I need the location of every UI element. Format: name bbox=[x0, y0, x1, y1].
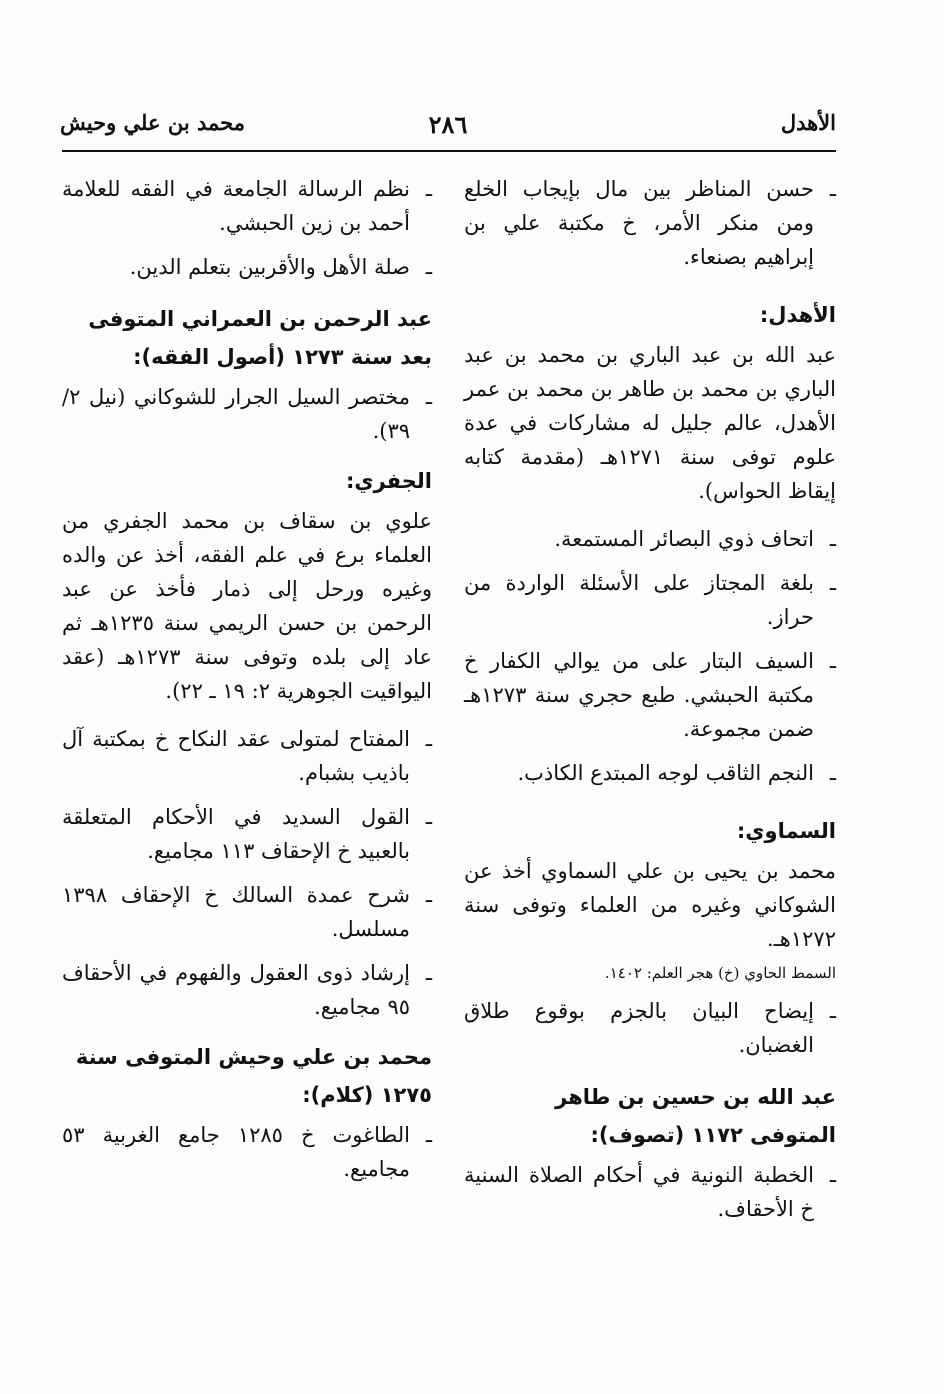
list-item: ـ القول السديد في الأحكام المتعلقة بالعبيد خ الإحقاف ١١٣ مجاميع. bbox=[62, 800, 432, 868]
list-item: ـ صلة الأهل والأقربين بتعلم الدين. bbox=[62, 250, 432, 284]
running-header bbox=[60, 110, 836, 146]
section-heading-jafri: الجفري: bbox=[345, 469, 432, 493]
biography-ahdal: عبد الله بن عبد الباري بن محمد بن عبد الباري بن محمد بن طاهر بن محمد بن عمر الأهدل، عالم جليل له مشاركات في عدة علوم توفى سنة ١٢٧١هـ (مقدمة كتابه إيقاظ الحواس). bbox=[464, 343, 836, 503]
list-item: ـ شرح عمدة السالك خ الإحقاف ١٣٩٨ مسلسل. bbox=[62, 878, 432, 946]
page-number: ٢٨٦ bbox=[428, 110, 468, 139]
source-citation: السمط الحاوي (خ) هجر العلم: ١٤٠٢. bbox=[604, 964, 836, 982]
list-item: ـ اتحاف ذوي البصائر المستمعة. bbox=[464, 522, 836, 556]
section-heading-ahdal: الأهدل: bbox=[759, 303, 836, 327]
header-right-title: الأهدل bbox=[780, 110, 836, 135]
list-item: ـ الخطبة النونية في أحكام الصلاة السنية خ الأحقاف. bbox=[464, 1158, 836, 1226]
list-item: ـ إرشاد ذوى العقول والفهوم في الأحقاف ٩٥ مجاميع. bbox=[62, 956, 432, 1024]
list-item: ـ الطاغوت خ ١٢٨٥ جامع الغربية ٥٣ مجاميع. bbox=[62, 1118, 432, 1186]
header-left-title: محمد بن علي وحيش bbox=[60, 110, 245, 135]
biography-samawi: محمد بن يحيى بن علي السماوي أخذ عن الشوكاني وغيره من العلماء وتوفى سنة ١٢٧٢هـ. bbox=[464, 859, 836, 951]
right-column bbox=[464, 172, 836, 1236]
section-heading-wahish: محمد بن علي وحيش المتوفى سنة ١٢٧٥ (كلام): bbox=[75, 1045, 432, 1107]
left-column bbox=[62, 172, 432, 1196]
biography-jafri: علوي بن سقاف بن محمد الجفري من العلماء برع في علم الفقه، أخذ عن والده وغيره ورحل إلى ذمار فأخذ عن عبد الرحمن بن حسن الريمي سنة ١٢٣٥هـ ثم عاد إلى بلده وتوفى سنة ١٢٧٣هـ (عقد اليواقيت الجوهرية ٢: ١٩ ـ ٢٢). bbox=[62, 509, 432, 703]
list-item: ـ المفتاح لمتولى عقد النكاح خ بمكتبة آل باذيب بشبام. bbox=[62, 722, 432, 790]
section-heading-samawi: السماوي: bbox=[736, 819, 836, 843]
list-item: ـ حسن المناظر بين مال بإيجاب الخلع ومن منكر الأمر، خ مكتبة علي بن إبراهيم بصنعاء. bbox=[464, 172, 836, 274]
header-rule bbox=[62, 150, 836, 152]
list-item: ـ مختصر السيل الجرار للشوكاني (نيل ٢/ ٣٩). bbox=[62, 380, 432, 448]
list-item: ـ السيف البتار على من يوالي الكفار خ مكتبة الحبشي. طبع حجري سنة ١٢٧٣هـ ضمن مجموعة. bbox=[464, 644, 836, 746]
list-item: ـ نظم الرسالة الجامعة في الفقه للعلامة أحمد بن زين الحبشي. bbox=[62, 172, 432, 240]
list-item: ـ إيضاح البيان بالجزم بوقوع طلاق الغضبان. bbox=[464, 994, 836, 1062]
list-item: ـ النجم الثاقب لوجه المبتدع الكاذب. bbox=[464, 756, 836, 790]
section-heading-tahir: عبد الله بن حسين بن طاهر المتوفى ١١٧٢ (تصوف): bbox=[555, 1085, 836, 1147]
section-heading-imrani: عبد الرحمن بن العمراني المتوفى بعد سنة ١٢٧٣ (أصول الفقه): bbox=[88, 307, 432, 369]
list-item: ـ بلغة المجتاز على الأسئلة الواردة من حراز. bbox=[464, 566, 836, 634]
